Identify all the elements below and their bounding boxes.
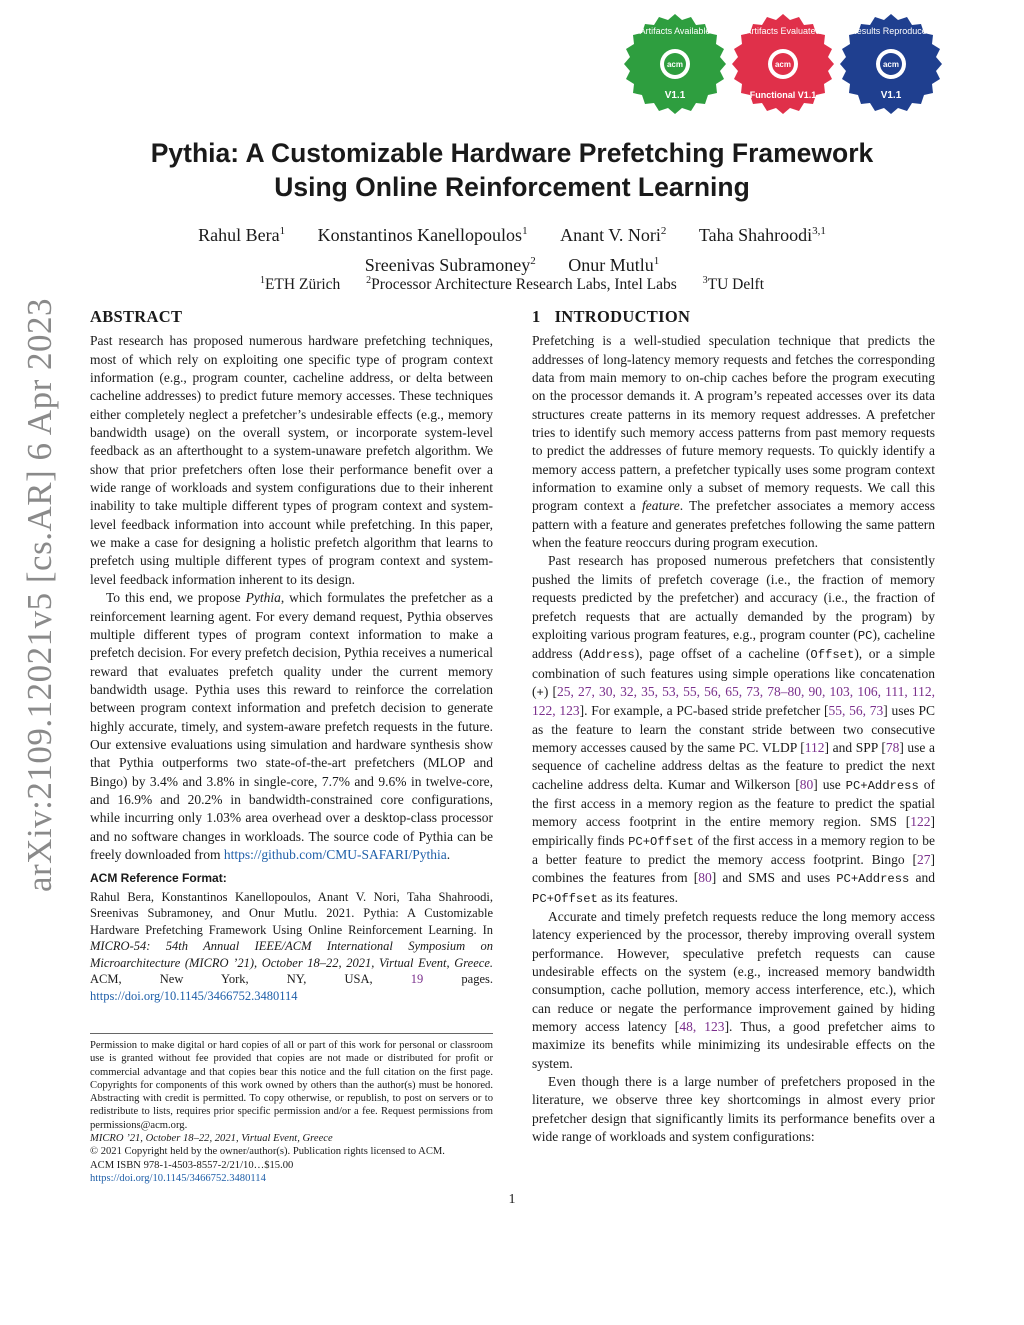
badge-logo-text: acm	[774, 60, 792, 69]
author: Rahul Bera$^1$	[198, 225, 286, 245]
left-column	[90, 308, 493, 1004]
citation-link[interactable]: 25, 27, 30, 32, 35, 53, 55, 56, 65, 73, 78–80, 90, 103, 106, 111, 112, 122, 123	[532, 683, 936, 719]
acm-reference-format	[90, 870, 493, 1004]
affiliation: $^1$ETH Zürich	[259, 275, 341, 294]
citation-link[interactable]: 80	[799, 776, 814, 792]
results-reproduced-badge-icon	[836, 12, 946, 122]
github-link[interactable]: https://github.com/CMU-SAFARI/Pythia	[223, 846, 447, 862]
permission-doi-link[interactable]: https://doi.org/10.1145/3466752.3480114	[90, 1172, 266, 1184]
title-line-1: Pythia: A Customizable Hardware Prefetching Framework	[150, 138, 874, 168]
permission-text: Permission to make digital or hard copies of all or part of this work for personal or classroom use is granted without fee provided that copies are not made or distributed for profit or commercial advantage and that copies bear this notice and the full citation on the first page. Copyrights for components of this work owned by others than the author(s) must be honored. Abstracting with credit is permitted. To copy otherwise, or republish, to post on servers or to redistribute to lists, requires prior specific permission and/or a fee. Request permissions from permissions@acm.org.	[90, 1040, 493, 1131]
pages-link[interactable]: 19	[410, 972, 424, 987]
intro-paragraph-1: Prefetching is a well-studied speculation technique that predicts the addresses of long-latency memory requests and fetches the corresponding data from main memory to on-chip caches before the program executing on the processor demands it. A program’s repeated accesses over its data structures create patterns in its memory request addresses. A prefetcher tries to identify such memory access patterns from past memory requests to predict the addresses of future memory requests. To quickly identify a memory access pattern, a prefetcher typically uses some program context information to examine only a subset of memory requests. We call this program context a feature. The prefetcher associates a memory access pattern with a feature and generates prefetches following the same pattern when the feature reoccurs during program execution.	[532, 333, 935, 551]
permission-venue: MICRO ’21, October 18–22, 2021, Virtual Event, Greece	[90, 1133, 333, 1145]
badge-version: V1.1	[880, 90, 902, 101]
intro-paragraph-3: Accurate and timely prefetch requests reduce the long memory access latency experienced by the processor, thereby improving overall system performance. However, speculative prefetch requests can cause undesirable effects on the system (e.g., increased memory bandwidth consumption, cache pollution, memory access interference, etc.), which can reduce or negate the performance improvement gained by hiding memory access latency [48, 123]. Thus, a good prefetcher aims to maximize its benefits while minimizing its undesirable effects on the system.	[532, 909, 935, 1071]
page-number: 1	[508, 1192, 516, 1207]
abstract-paragraph-1: Past research has proposed numerous hardware prefetching techniques, most of which rely on exploiting one specific type of program context information (e.g., program counter, cacheline address, or delta between cacheline addresses) to predict future memory accesses. These techniques either completely neglect a prefetcher’s undesirable effects (e.g., memory bandwidth usage) on the overall system, or incorporate system-level feedback as an afterthought to a system-unaware prefetch algorithm. We show that prior prefetchers often lose their performance benefit over a wide range of workloads and system configurations due to their inherent inability to take multiple different types of program context and system-level feedback information into account while prefetching. In this paper, we make a case for designing a holistic prefetch algorithm that learns to prefetch using multiple different types of program context and system-level feedback information inherent to its design.	[90, 333, 493, 587]
reference-format-text: Rahul Bera, Konstantinos Kanellopoulos, Anant V. Nori, Taha Shahroodi, Sreenivas Subramoney, and Onur Mutlu. 2021. Pythia: A Customizable Hardware Prefetching Framework Using Online Reinforcement Learning. In MICRO-54: 54th Annual IEEE/ACM International Symposium on Microarchitecture (MICRO ’21), October 18–22, 2021, Virtual Event, Greece. ACM, New York, NY, USA, 19 pages. https://doi.org/10.1145/3466752.3480114	[90, 889, 493, 1003]
arxiv-sidebar	[0, 0, 62, 1325]
abstract-paragraph-2: To this end, we propose Pythia, which formulates the prefetcher as a reinforcement learning agent. For every demand request, Pythia observes multiple different types of program context information to make a prefetch decision. For every prefetch decision, Pythia receives a numerical reward that evaluates prefetch quality under the current memory bandwidth usage. Pythia uses this reward to reinforce the correlation between program context information and prefetch decision to generate highly accurate, timely, and system-aware prefetch requests in the future. Our extensive evaluations using simulation and hardware synthesis show that Pythia outperforms two state-of-the-art prefetchers (MLOP and Bingo) by 3.4% and 3.8% in single-core, 7.7% and 9.6% in twelve-core, and 16.9% and 20.2% in bandwidth-constrained core configurations, while incurring only 1.03% area overhead over a desktop-class processor and no software changes in workloads. The source code of Pythia can be freely downloaded from https://github.com/CMU-SAFARI/Pythia.	[90, 590, 493, 862]
author-row-1	[100, 218, 924, 248]
right-column	[532, 308, 935, 1146]
artifact-badges	[620, 12, 940, 122]
badge-label: Artifacts Evaluated	[745, 26, 821, 36]
affiliations	[100, 275, 924, 294]
author: Sreenivas Subramoney$^2$	[364, 255, 536, 275]
permission-isbn: ACM ISBN 978-1-4503-8557-2/21/10…$15.00	[90, 1159, 294, 1171]
badge-label: Results Reproduced	[850, 26, 932, 36]
author-row-2	[100, 248, 924, 278]
paper-title	[100, 136, 924, 204]
citation-link[interactable]: 55, 56, 73	[828, 703, 884, 719]
artifacts-evaluated-badge-icon	[728, 12, 838, 122]
citation-link[interactable]: 48, 123	[679, 1019, 725, 1035]
permission-copyright: © 2021 Copyright held by the owner/author(s). Publication rights licensed to ACM.	[90, 1146, 445, 1158]
badge-logo-text: acm	[666, 60, 684, 69]
affiliation: $^3$TU Delft	[702, 275, 765, 294]
badge-sublabel: Functional V1.1	[749, 90, 817, 100]
artifacts-available-badge-icon	[620, 12, 730, 122]
affiliation: $^2$Processor Architecture Research Labs, Intel Labs	[366, 275, 677, 294]
citation-link[interactable]: 122	[910, 814, 931, 830]
introduction-heading: 1 INTRODUCTION	[532, 307, 691, 326]
permission-notice	[90, 1033, 493, 1185]
author: Anant V. Nori$^2$	[560, 225, 667, 245]
author-list	[100, 218, 924, 278]
citation-link[interactable]: 80	[698, 870, 712, 886]
author: Konstantinos Kanellopoulos$^1$	[317, 225, 528, 245]
citation-link[interactable]: 27	[917, 851, 931, 867]
author: Onur Mutlu$^1$	[568, 255, 660, 275]
doi-link[interactable]: https://doi.org/10.1145/3466752.3480114	[90, 988, 298, 1003]
badge-version: V1.1	[664, 90, 686, 101]
citation-link[interactable]: 112	[804, 739, 825, 755]
author: Taha Shahroodi$^{3,1}$	[698, 225, 826, 245]
badge-label: Artifacts Available	[639, 26, 711, 36]
arxiv-identifier: arXiv:2109.12021v5 [cs.AR] 6 Apr 2023	[20, 297, 59, 893]
intro-paragraph-2: Past research has proposed numerous prefetchers that consistently pushed the limits of prefetch coverage (i.e., the fraction of memory requests predicted by the prefetcher) and accuracy (i.e., the fraction of prefetch requests that are actually demanded by the program) by exploiting various program features, e.g., program counter (PC), cacheline address (Address), page offset of a cacheline (Offset), or a simple combination of such features using simple operations like concatenation (+) [25, 27, 30, 32, 35, 53, 55, 56, 65, 73, 78–80, 90, 103, 106, 111, 112, 122, 123]. For example, a PC-based stride prefetcher [55, 56, 73] uses PC as the feature to learn the constant stride between two consecutive memory accesses caused by the same PC. VLDP [112] and SPP [78] use a sequence of cacheline address deltas as the feature to predict the next cacheline address delta. Kumar and Wilkerson [80] use PC+Address of the first access in a memory region as the feature to predict the spatial memory access footprint in the entire memory region. SMS [122] empirically finds PC+Offset of the first access in a memory region to be a better feature to predict the memory access footprint. Bingo [27] combines the features from [80] and SMS and uses PC+Address and PC+Offset as its features.	[532, 553, 936, 906]
reference-format-heading: ACM Reference Format:	[90, 871, 227, 886]
title-line-2: Using Online Reinforcement Learning	[274, 172, 750, 202]
citation-link[interactable]: 78	[885, 739, 900, 755]
badge-logo-text: acm	[882, 60, 900, 69]
abstract-heading: ABSTRACT	[90, 307, 183, 326]
intro-paragraph-4: Even though there is a large number of prefetchers proposed in the literature, we observe three key shortcomings in almost every prior prefetcher design that significantly limits its performance benefits over a wide range of workloads and system configurations:	[532, 1074, 935, 1145]
